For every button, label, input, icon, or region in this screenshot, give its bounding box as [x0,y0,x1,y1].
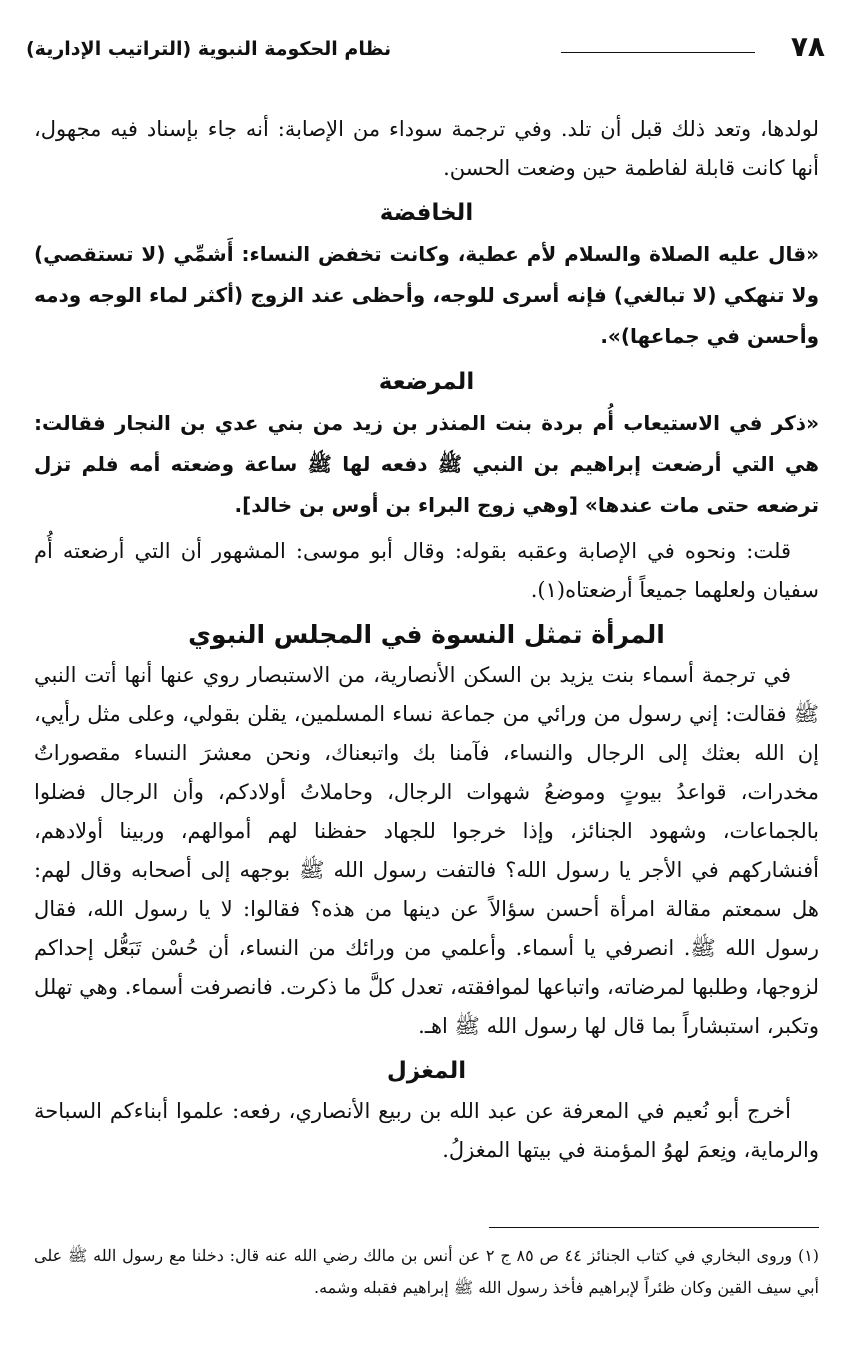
section-heading-women-representative: المرأة تمثل النسوة في المجلس النبوي [188,620,665,649]
footnote-1: (١) وروى البخاري في كتاب الجنائز ٤٤ ص ٨٥ ج ٢ عن أنس بن مالك رضي الله عنه قال: دخلنا مع رسول الله ﷺ على أبي سيف القين وكان ظئراً لإبراهيم فأخذ رسول الله ﷺ إبراهيم فقبله وشمه. [34,1246,820,1297]
header-rule [561,52,755,53]
khafida-paragraph: «قال عليه الصلاة والسلام لأم عطية، وكانت تخفض النساء: أَشمِّي (لا تستقصي) ولا تنهكي (لا تبالغي) فإنه أسرى للوجه، وأحظى عند الزوج (أكثر لماء الوجه ودمه وأحسن في جماعها)». [34,242,819,348]
page-body [34,110,819,1170]
section-heading-khafida: الخافضة [379,200,474,226]
murdi'a-paragraph-quote: «ذكر في الاستيعاب أُم بردة بنت المنذر بن زيد من بني عدي بن النجار فقالت: هي التي أرضعت إبراهيم بن النبي ﷺ دفعه لها ﷺ ساعة وضعته أمه فلم تزل ترضعه حتى مات عندها» [وهي زوج البراء بن أوس بن خالد]. [34,411,819,517]
intro-paragraph: لولدها، وتعد ذلك قبل أن تلد. وفي ترجمة سوداء من الإصابة: أنه جاء بإسناد فيه مجهول، أنها كانت قابلة لفاطمة حين وضعت الحسن. [34,117,819,180]
footnote-area [34,1227,819,1304]
running-header [26,30,825,70]
running-title: نظام الحكومة النبوية (التراتيب الإدارية) [26,38,392,60]
section-heading-murdi'a: المرضعة [378,369,475,395]
page-number: ٧٨ [790,30,825,63]
murdi'a-paragraph-note: قلت: ونحوه في الإصابة وعقبه بقوله: وقال أبو موسى: المشهور أن التي أرضعته أُم سفيان ولعلهما جميعاً أرضعتاه(١). [34,539,819,602]
footnote-rule [489,1227,819,1228]
women-representative-paragraph: في ترجمة أسماء بنت يزيد بن السكن الأنصارية، من الاستبصار روي عنها أنها أتت النبي ﷺ فقالت: إني رسول من ورائي من جماعة نساء المسلمين، يقلن بقولي، وعلى مثل رأيي، إن الله بعثك إلى الرجال والنساء، فآمنا بك واتبعناك، ونحن معشرَ النساء مقصوراتٌ مخدرات، قواعدُ بيوتٍ وموضعُ شهوات الرجال، وحاملاتُ أولادكم، وأن الرجال فضلوا بالجماعات، وشهود الجنائز، وإذا خرجوا للجهاد حفظنا لهم أموالهم، وربينا أولادهم، أفنشاركهم في الأجر يا رسول الله؟ فالتفت رسول الله ﷺ بوجهه إلى أصحابه وقال لهم: هل سمعتم مقالة امرأة أحسن سؤالاً عن دينها من هذه؟ فقالوا: لا يا رسول الله، فقال رسول الله ﷺ. انصرفي يا أسماء. وأعلمي من ورائك من النساء، أن حُسْن تَبَعُّل إحداكم لزوجها، وطلبها لمرضاته، واتباعها لموافقته، تعدل كلَّ ما ذكرت. فانصرفت أسماء. وهي تهلل وتكبر، استبشاراً بما قال لها رسول الله ﷺ اهـ. [34,663,819,1038]
spindle-paragraph: أخرج أبو نُعيم في المعرفة عن عبد الله بن ربيع الأنصاري، رفعه: علموا أبناءكم السباحة والرماية، ونِعمَ لهوُ المؤمنة في بيتها المغزلُ. [34,1099,819,1162]
section-heading-spindle: المغزل [386,1058,467,1084]
